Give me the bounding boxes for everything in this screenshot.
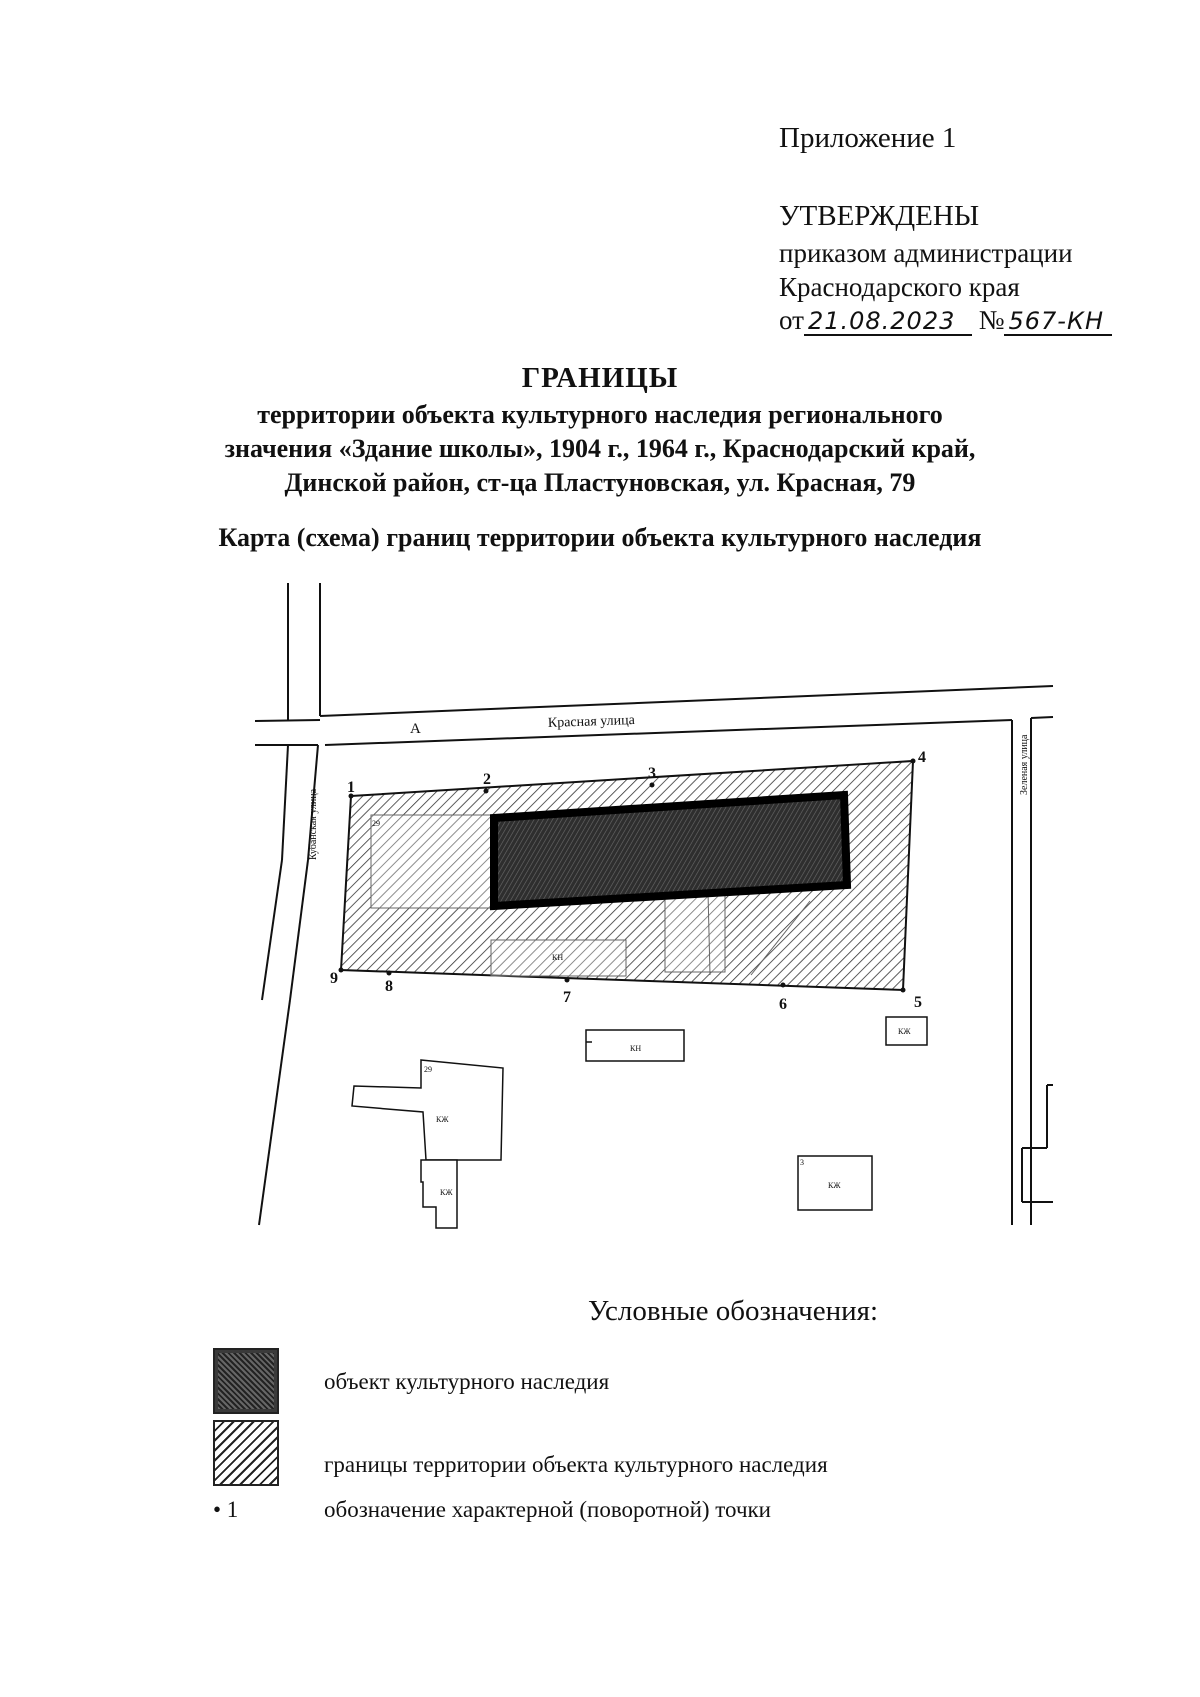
building-label-3: КЖ bbox=[898, 1027, 911, 1036]
title-line-2: значения «Здание школы», 1904 г., 1964 г., Краснодарский край, bbox=[224, 434, 976, 463]
small-number-3: 3 bbox=[800, 1158, 804, 1167]
point-label-2: 2 bbox=[483, 771, 491, 788]
small-number-2: 29 bbox=[424, 1065, 432, 1074]
map-title: Карта (схема) границ территории объекта культурного наследия bbox=[218, 523, 982, 552]
approved-label: УТВЕРЖДЕНЫ bbox=[779, 200, 980, 232]
legend-heading: Условные обозначения: bbox=[588, 1295, 879, 1327]
approved-by-line-2: Краснодарского края bbox=[779, 272, 1020, 302]
point-label-4: 4 bbox=[918, 749, 926, 766]
red-street-label: Красная улица bbox=[547, 712, 636, 731]
document-title: ГРАНИЦЫ bbox=[521, 362, 679, 394]
legend-point-label: обозначение характерной (поворотной) точки bbox=[324, 1497, 771, 1522]
legend-object-label: объект культурного наследия bbox=[324, 1369, 610, 1394]
appendix-label: Приложение 1 bbox=[779, 122, 957, 154]
point-label-6: 6 bbox=[779, 996, 787, 1013]
small-number-1: 29 bbox=[372, 819, 380, 828]
building-label-2: КН bbox=[630, 1044, 642, 1053]
number-value: 567-КН bbox=[1004, 308, 1112, 336]
kuban-street-label: Кубанская улица bbox=[308, 788, 319, 860]
point-label-3: 3 bbox=[648, 765, 656, 782]
building-label-5: КЖ bbox=[440, 1188, 453, 1197]
approved-by-line-1: приказом администрации bbox=[779, 238, 1073, 268]
building-label-1: КН bbox=[552, 953, 564, 962]
point-label-8: 8 bbox=[385, 978, 393, 995]
title-line-1: территории объекта культурного наследия регионального bbox=[257, 400, 943, 429]
number-prefix: № bbox=[978, 305, 1005, 335]
title-line-3: Динской район, ст-ца Пластуновская, ул. Красная, 79 bbox=[284, 468, 916, 497]
green-street-label: Зеленая улица bbox=[1019, 734, 1030, 795]
legend-territory-label: границы территории объекта культурного наследия bbox=[324, 1452, 828, 1477]
date-prefix: от bbox=[779, 305, 804, 335]
territory-hatch-swatch-icon bbox=[213, 1420, 279, 1486]
heritage-object-swatch-icon bbox=[213, 1348, 279, 1414]
building-label-6: КЖ bbox=[828, 1181, 841, 1190]
point-label-7: 7 bbox=[563, 989, 571, 1006]
point-label-5: 5 bbox=[914, 994, 922, 1011]
point-label-9: 9 bbox=[330, 970, 338, 987]
turning-point-symbol: • 1 bbox=[213, 1497, 239, 1522]
date-value: 21.08.2023 bbox=[804, 308, 972, 336]
point-label-1: 1 bbox=[347, 779, 355, 796]
building-label-4: КЖ bbox=[436, 1115, 449, 1124]
heritage-building bbox=[494, 795, 847, 906]
street-letter: А bbox=[410, 721, 421, 737]
